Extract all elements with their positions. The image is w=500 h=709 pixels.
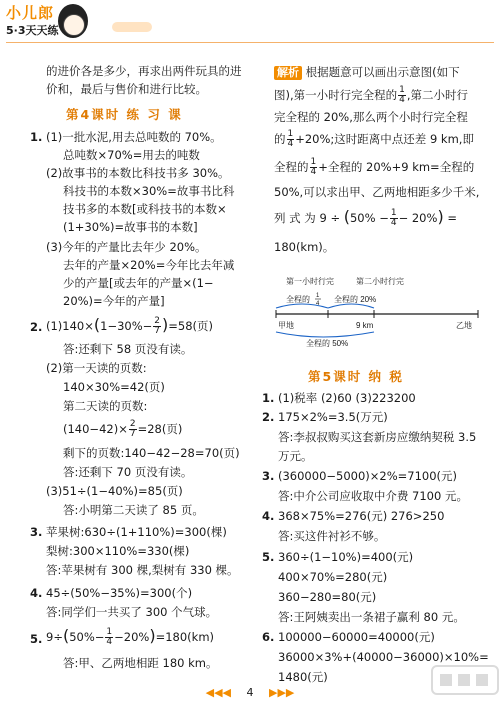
q2-formula-1: (1)140×(1−30%− $\frac{2}{7}$ )=58(页) — [46, 315, 214, 336]
formula-part: =180(km) — [155, 630, 215, 644]
q3-number: 3. — [30, 525, 43, 539]
p1-line: (1)税率 (2)60 (3)223200 — [278, 391, 416, 405]
q1-line: 去年的产量×20%=今年比去年减 — [63, 258, 235, 272]
pager-right-arrows: ▶▶▶ — [269, 686, 295, 699]
q3-line: 答:苹果树有 300 棵,梨树有 330 棵。 — [46, 563, 239, 577]
q2-line: 答:小明第二天读了 85 页。 — [63, 503, 204, 517]
brace-20pct — [328, 304, 374, 308]
fraction: $\frac{1}{4}$ — [399, 85, 405, 105]
p4-number: 4. — [262, 509, 275, 523]
formula-part: (140−42)× — [63, 422, 128, 436]
q2-line: (2)第一天读的页数: — [46, 361, 147, 375]
q2-number: 2. — [30, 320, 43, 334]
left-column — [0, 0, 250, 700]
intro-line-1: 的进价各是多少，再求出两件玩具的进 — [46, 64, 242, 78]
analysis-line-7: 列 式 为 9 ÷ (50% − $\frac{1}{4}$ − 20%) = — [274, 207, 457, 228]
q1-line: 总吨数×70%=用去的吨数 — [63, 148, 200, 162]
analysis-text: 的 — [274, 132, 286, 146]
diagram-label-hour1: 第一小时行完 — [286, 277, 334, 286]
page-footer — [0, 686, 500, 699]
analysis-text: +全程的 20%+9 km=全程的 — [318, 160, 475, 174]
analysis-line-8: 180(km)。 — [274, 240, 335, 254]
p6-line: 36000×3%+(40000−36000)×10%= — [278, 650, 489, 664]
formula-part: (1)140× — [46, 319, 94, 333]
diagram-label-quarter: 全程的 — [286, 295, 310, 304]
brand-logo: 小儿郎 — [6, 4, 55, 22]
q1-line: (1+30%)=故事书的本数] — [63, 220, 198, 234]
fraction: $\frac{2}{7}$ — [129, 419, 136, 439]
fraction: $\frac{1}{4}$ — [287, 129, 294, 149]
p6-line: 100000−60000=40000(元) — [278, 630, 435, 644]
analysis-text: +20%;这时距离中点还差 9 km,即 — [295, 132, 474, 146]
analysis-line-3: 完全程的 20%,那么两个小时行完全程 — [274, 110, 468, 124]
formula-part: 9÷ — [46, 630, 63, 644]
page-number: 4 — [246, 686, 254, 699]
q2-line: 答:还剩下 58 页没有读。 — [63, 342, 193, 356]
q1-line: (1)一批水泥,用去总吨数的 70%。 — [46, 130, 222, 144]
formula-part: −20% — [114, 630, 150, 644]
p5-line: 400×70%=280(元) — [278, 570, 388, 584]
p2-number: 2. — [262, 410, 275, 424]
analysis-text: 全程的 — [274, 160, 309, 174]
diagram-half-label: 全程的 50% — [306, 339, 349, 348]
p2-line: 答:李叔叔购买这套新房应缴纳契税 3.5 — [278, 430, 477, 444]
analysis-text: 列 式 为 9 ÷ — [274, 211, 344, 225]
formula-part: 1−30%− — [100, 319, 153, 333]
distance-diagram — [272, 272, 488, 348]
fraction: $\frac{2}{7}$ — [154, 316, 161, 336]
q2-line: 剩下的页数:140−42−28=70(页) — [63, 446, 240, 460]
analysis-text: 图),第一小时行完全程的 — [274, 88, 398, 102]
svg-text:4: 4 — [316, 301, 320, 307]
q5-formula: 9÷(50%− $\frac{1}{4}$ −20%)=180(km) — [46, 626, 215, 647]
fraction: $\frac{1}{4}$ — [390, 208, 397, 228]
analysis-text: 根据题意可以画出示意图(如下 — [305, 65, 460, 79]
q3-line: 梨树:300×110%=330(棵) — [46, 544, 190, 558]
q5-line: 答:甲、乙两地相距 180 km。 — [63, 656, 218, 670]
brace-quarter — [276, 304, 328, 308]
analysis-tag: 解析 — [274, 66, 302, 80]
analysis-text: = — [443, 211, 457, 225]
analysis-line-6: 50%,可以求出甲、乙两地相距多少千米, — [274, 185, 480, 199]
brace-half — [276, 332, 374, 337]
q4-line: 45÷(50%−35%)=300(个) — [46, 586, 193, 600]
q4-number: 4. — [30, 586, 43, 600]
q2-formula-2 — [63, 420, 182, 439]
p3-line: 答:中介公司应收取中介费 7100 元。 — [278, 489, 468, 503]
analysis-text: 50% − — [349, 211, 389, 225]
brand-subtitle: 5·3天天练 — [6, 24, 59, 37]
p4-line: 368×75%=276(元) 276>250 — [278, 509, 445, 523]
p5-line: 360÷(1−10%)=400(元) — [278, 550, 414, 564]
p3-number: 3. — [262, 469, 275, 483]
q2-line: 答:还剩下 70 页没有读。 — [63, 465, 193, 479]
q1-line: 技书多的本数[或科技书的本数× — [63, 202, 227, 216]
p2-line: 175×2%=3.5(万元) — [278, 410, 388, 424]
diagram-label-hour2: 第二小时行完 — [356, 277, 404, 286]
svg-text:1: 1 — [316, 293, 320, 299]
analysis-line-4 — [274, 130, 474, 149]
analysis-text: ,第二小时行 — [406, 88, 469, 102]
analysis-line-1 — [274, 63, 460, 81]
formula-part: 50%− — [69, 630, 105, 644]
q1-line: 少的产量[或去年的产量×(1− — [63, 276, 214, 290]
p6-number: 6. — [262, 630, 275, 644]
fraction: $\frac{1}{4}$ — [310, 157, 317, 177]
section-title-lesson4: 第4课时 练 习 课 — [66, 107, 183, 122]
q1-number: 1. — [30, 130, 43, 144]
analysis-line-2 — [274, 86, 468, 105]
p3-line: (360000−5000)×2%=7100(元) — [278, 469, 458, 483]
formula-part: =28(页) — [137, 422, 183, 436]
q2-line: 第二天读的页数: — [63, 399, 148, 413]
diagram-point-b: 乙地 — [456, 321, 472, 330]
p6-line: 1480(元) — [278, 670, 328, 684]
p5-line: 360−280=80(元) — [278, 590, 377, 604]
section-title-lesson5: 第5课时 纳 税 — [308, 369, 404, 384]
p5-line: 答:王阿姨卖出一条裙子赢利 80 元。 — [278, 610, 465, 624]
q4-line: 答:同学们一共买了 300 个气球。 — [46, 605, 218, 619]
q1-line: 20%)=今年的产量] — [63, 294, 165, 308]
right-column — [250, 0, 500, 700]
q2-line: 140×30%=42(页) — [63, 380, 165, 394]
p1-number: 1. — [262, 391, 275, 405]
q3-line: 苹果树:630÷(1+110%)=300(棵) — [46, 525, 227, 539]
p5-number: 5. — [262, 550, 275, 564]
q2-line: (3)51÷(1−40%)=85(页) — [46, 484, 183, 498]
pager-left-arrows: ◀◀◀ — [205, 686, 231, 699]
formula-part: =58(页) — [168, 319, 214, 333]
q1-line: (2)故事书的本数比科技书多 30%。 — [46, 166, 230, 180]
intro-line-2: 价和，最后与售价和进行比较。 — [46, 82, 207, 96]
fraction: $\frac{1}{4}$ — [106, 627, 113, 647]
analysis-text: − 20% — [398, 211, 438, 225]
analysis-line-5 — [274, 158, 474, 177]
diagram-label-20pct: 全程的 20% — [334, 295, 377, 304]
diagram-gap-label: 9 km — [356, 321, 374, 330]
p4-line: 答:买这件衬衫不够。 — [278, 529, 386, 543]
q5-number: 5. — [30, 632, 43, 646]
q1-line: (3)今年的产量比去年少 20%。 — [46, 240, 207, 254]
p2-line: 万元。 — [278, 449, 313, 463]
q1-line: 科技书的本数×30%=故事书比科 — [63, 184, 235, 198]
diagram-point-a: 甲地 — [278, 321, 294, 330]
